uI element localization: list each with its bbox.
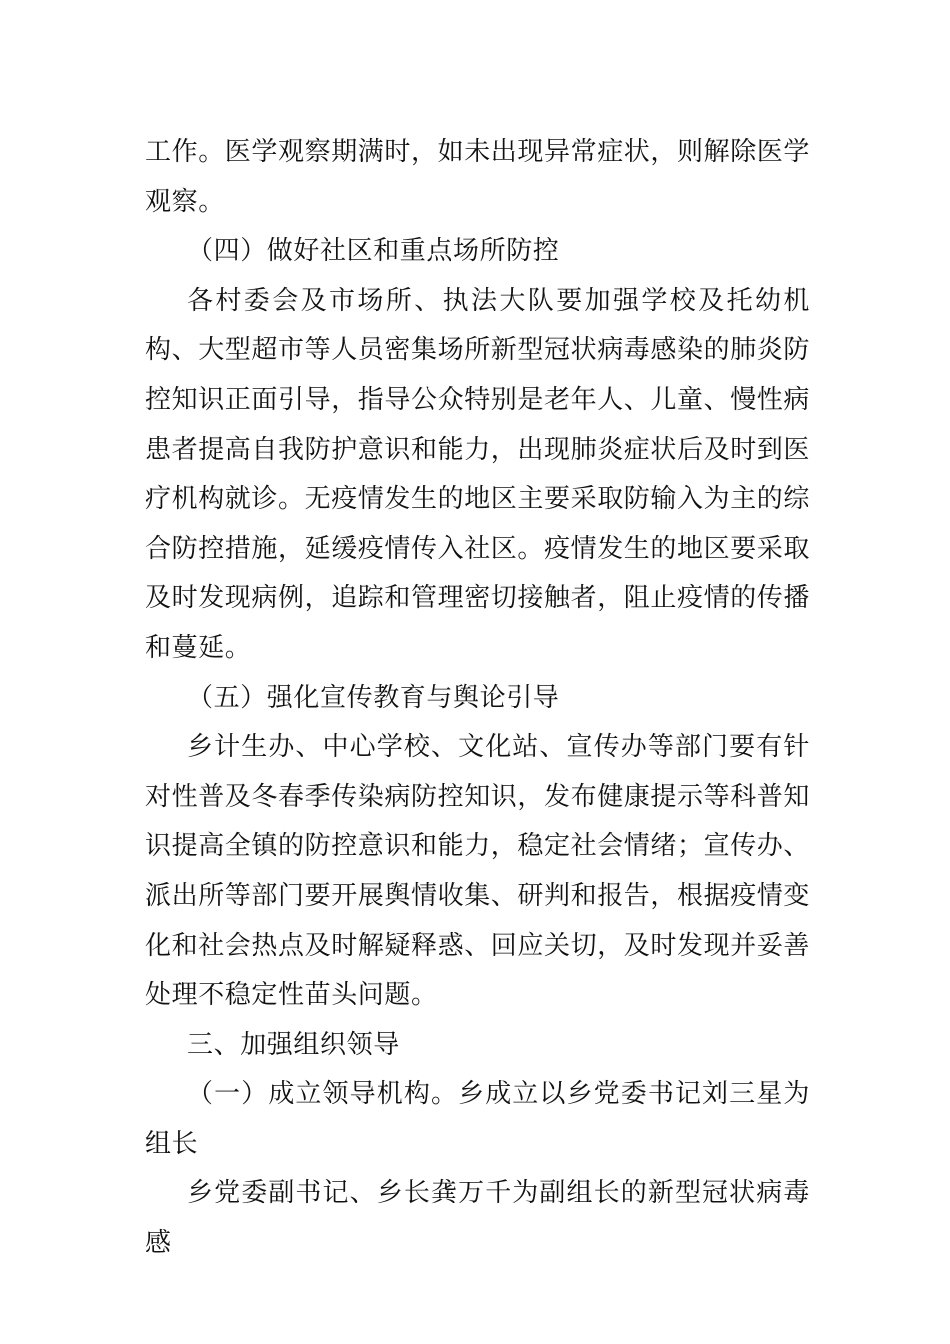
body-paragraph: 乡党委副书记、乡长龚万千为副组长的新型冠状病毒感 (145, 1178, 810, 1259)
body-paragraph: 工作。医学观察期满时，如未出现异常症状，则解除医学观察。 (145, 137, 811, 217)
body-paragraph: 乡计生办、中心学校、文化站、宣传办等部门要有针对性普及冬春季传染病防控知识，发布健康提示等科普知识提高全镇的防控意识和能力，稳定社会情绪；宣传办、派出所等部门要开展舆情收集、研判和报告，根据疫情变化和社会热点及时解疑释惑、回应关切，及时发现并妥善处理不稳定性苗头问题。 (145, 732, 811, 1011)
body-paragraph: 各村委会及市场所、执法大队要加强学校及托幼机构、大型超市等人员密集场所新型冠状病毒感染的肺炎防控知识正面引导，指导公众特别是老年人、儿童、慢性病患者提高自我防护意识和能力，出现肺炎症状后及时到医疗机构就诊。无疫情发生的地区主要采取防输入为主的综合防控措施，延缓疫情传入社区。疫情发生的地区要采取及时发现病例，追踪和管理密切接触者，阻止疫情的传播和蔓延。 (145, 285, 811, 663)
section-heading-5: （五）强化宣传教育与舆论引导 (187, 682, 560, 713)
body-paragraph: （一）成立领导机构。乡成立以乡党委书记刘三星为组长 (145, 1079, 810, 1159)
chapter-heading-3: 三、加强组织领导 (187, 1029, 400, 1060)
document-body (145, 128, 810, 1269)
section-heading-4: （四）做好社区和重点场所防控 (187, 236, 560, 267)
